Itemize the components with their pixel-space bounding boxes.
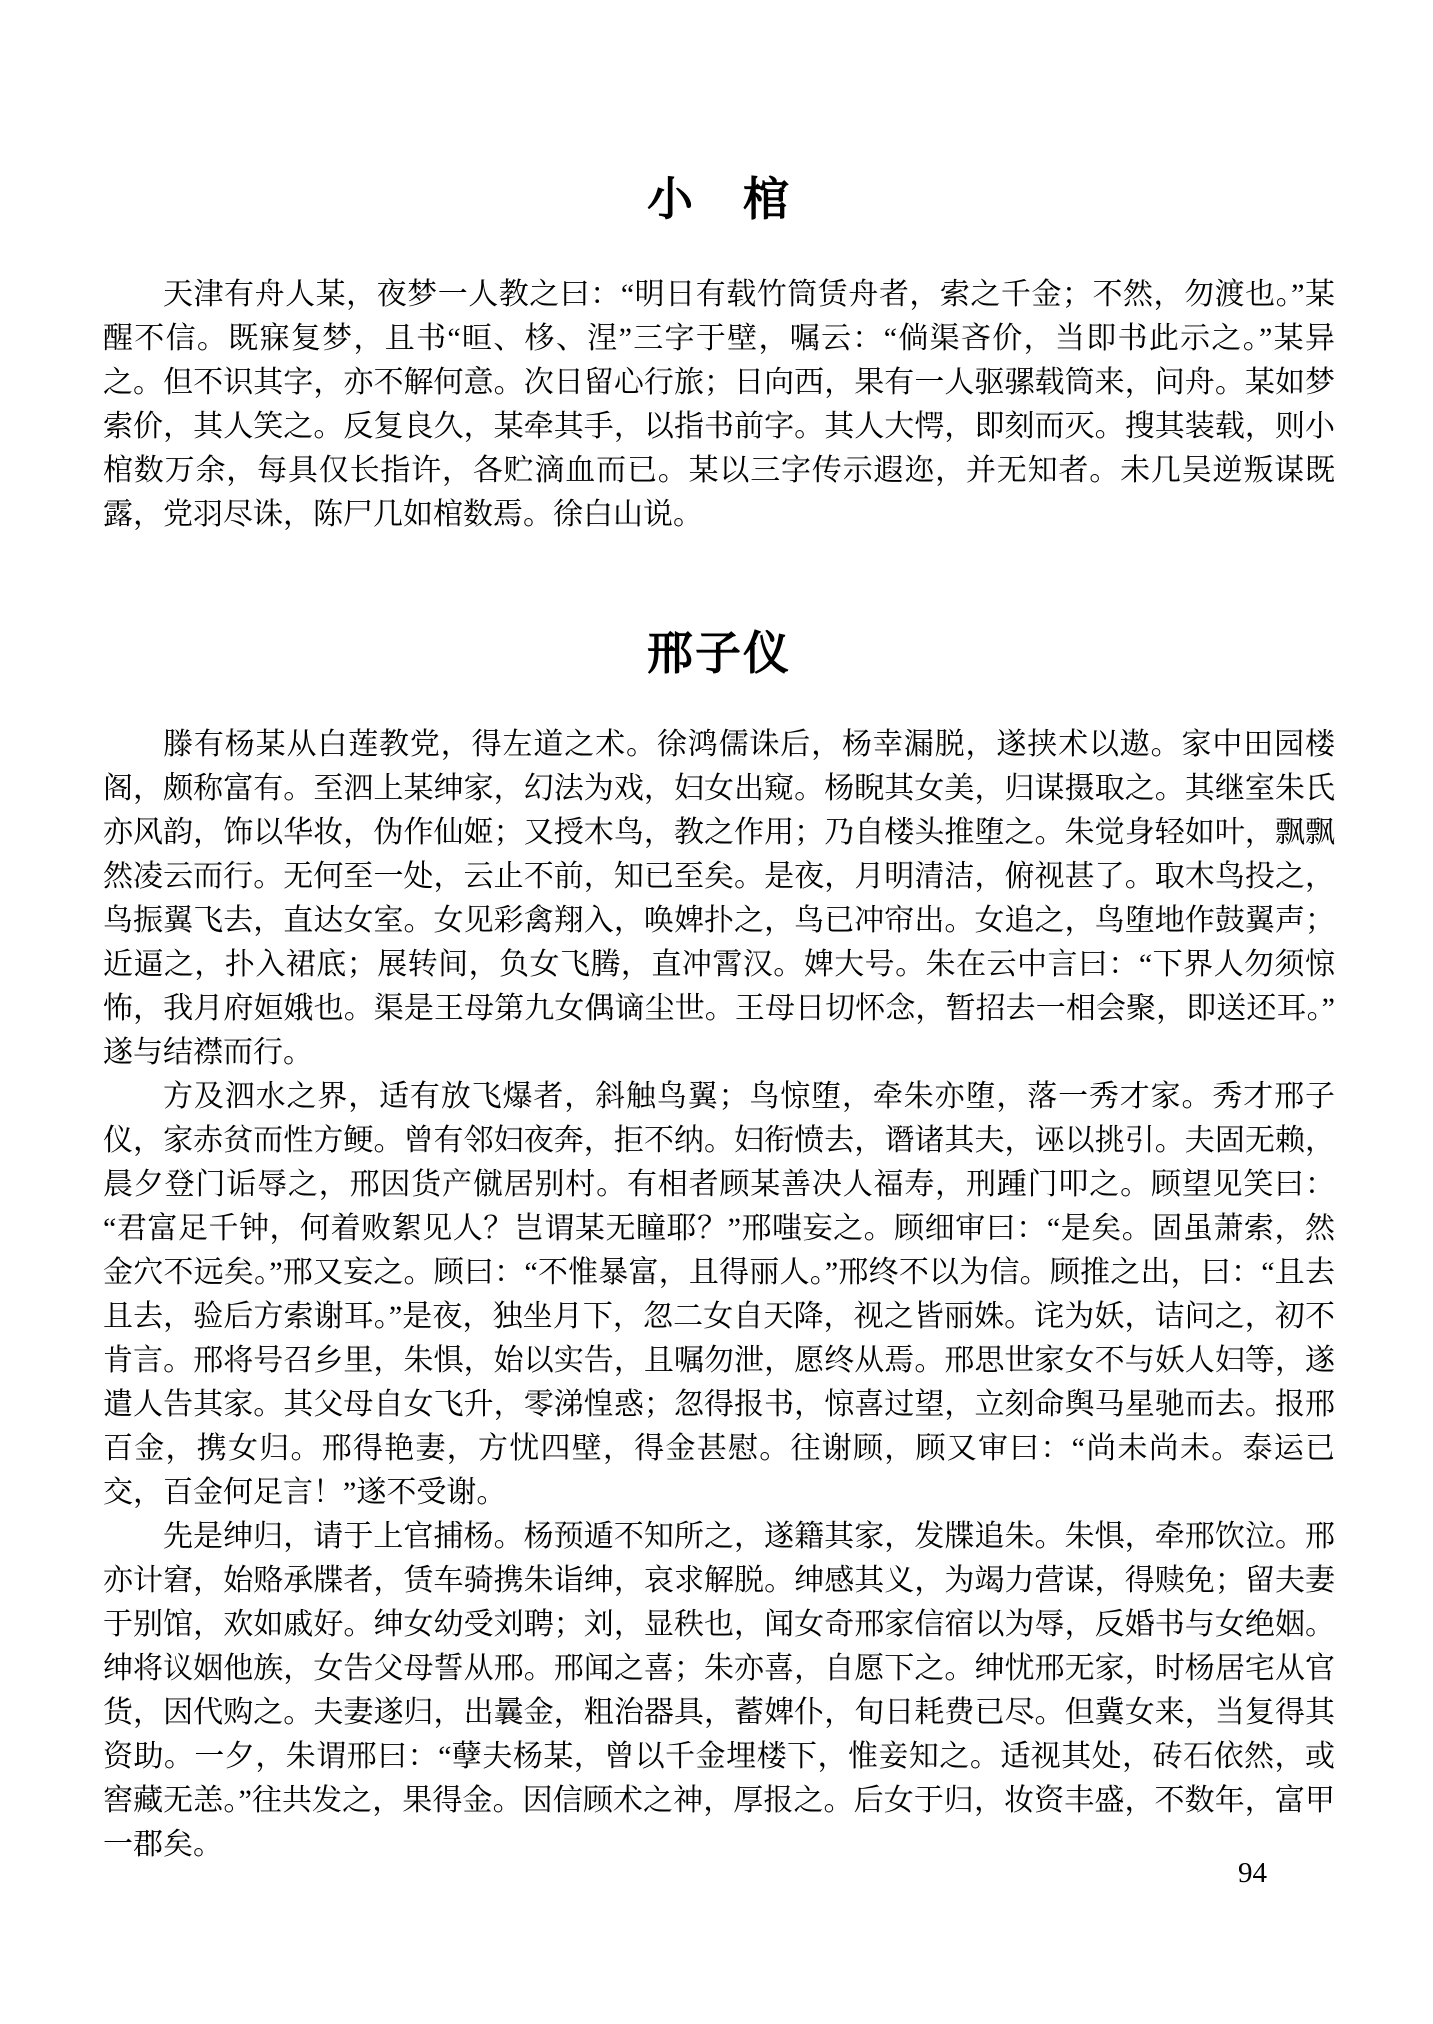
story-title-xingziyi: 邢子仪 <box>647 627 791 679</box>
page-number: 94 <box>1238 1857 1267 1889</box>
story-title-xiaoguan: 小 棺 <box>647 173 791 225</box>
story-paragraph: 天津有舟人某，夜梦一人教之曰：“明日有载竹筒赁舟者，索之千金；不然，勿渡也。”某醒不信。既寐复梦，且书“晅、栘、涅”三字于壁，嘱云：“倘渠吝价，当即书此示之。”某异之。但不识其字，亦不解何意。次日留心行旅；日向西，果有一人驱骡载筒来，问舟。某如梦索价，其人笑之。反复良久，某牵其手，以指书前字。其人大愕，即刻而灭。搜其装载，则小棺数万余，每具仅长指许，各贮滴血而已。某以三字传示遐迩，并无知者。未几吴逆叛谋既露，党羽尽诛，陈尸几如棺数焉。徐白山说。 <box>103 278 1335 531</box>
page-content <box>103 0 1335 1867</box>
story-paragraph: 先是绅归，请于上官捕杨。杨预遁不知所之，遂籍其家，发牒追朱。朱惧，牵邢饮泣。邢亦计窘，始赂承牒者，赁车骑携朱诣绅，哀求解脱。绅感其义，为竭力营谋，得赎免；留夫妻于别馆，欢如戚好。绅女幼受刘聘；刘，显秩也，闻女奇邢家信宿以为辱，反婚书与女绝姻。绅将议姻他族，女告父母誓从邢。邢闻之喜；朱亦喜，自愿下之。绅忧邢无家，时杨居宅从官货，因代购之。夫妻遂归，出曩金，粗治器具，蓄婢仆，旬日耗费已尽。但冀女来，当复得其资助。一夕，朱谓邢曰：“孽夫杨某，曾以千金埋楼下，惟妾知之。适视其处，砖石依然，或窖藏无恙。”往共发之，果得金。因信顾术之神，厚报之。后女于归，妆资丰盛，不数年，富甲一郡矣。 <box>103 1520 1335 1861</box>
story-paragraph: 方及泗水之界，适有放飞爆者，斜触鸟翼；鸟惊堕，牵朱亦堕，落一秀才家。秀才邢子仪，家赤贫而性方鲠。曾有邻妇夜奔，拒不纳。妇衔愤去，谮诸其夫，诬以挑引。夫固无赖，晨夕登门诟辱之，邢因货产僦居别村。有相者顾某善决人福寿，刑踵门叩之。顾望见笑曰：“君富足千钟，何着败絮见人？岂谓某无瞳耶？”邢嗤妄之。顾细审曰：“是矣。固虽萧索，然金穴不远矣。”邢又妄之。顾曰：“不惟暴富，且得丽人。”邢终不以为信。顾推之出，曰：“且去且去，验后方索谢耳。”是夜，独坐月下，忽二女自天降，视之皆丽姝。诧为妖，诘问之，初不肯言。邢将号召乡里，朱惧，始以实告，且嘱勿泄，愿终从焉。邢思世家女不与妖人妇等，遂遣人告其家。其父母自女飞升，零涕惶惑；忽得报书，惊喜过望，立刻命舆马星驰而去。报邢百金，携女归。邢得艳妻，方忧四壁，得金甚慰。往谢顾，顾又审曰：“尚未尚未。泰运已交，百金何足言！”遂不受谢。 <box>103 1080 1335 1509</box>
story-paragraph: 滕有杨某从白莲教党，得左道之术。徐鸿儒诛后，杨幸漏脱，遂挟术以遨。家中田园楼阁，颇称富有。至泗上某绅家，幻法为戏，妇女出窥。杨睨其女美，归谋摄取之。其继室朱氏亦风韵，饰以华妆，伪作仙姬；又授木鸟，教之作用；乃自楼头推堕之。朱觉身轻如叶，飘飘然凌云而行。无何至一处，云止不前，知已至矣。是夜，月明清洁，俯视甚了。取木鸟投之，鸟振翼飞去，直达女室。女见彩禽翔入，唤婢扑之，鸟已冲帘出。女追之，鸟堕地作鼓翼声；近逼之，扑入裙底；展转间，负女飞腾，直冲霄汉。婢大号。朱在云中言曰：“下界人勿须惊怖，我月府姮娥也。渠是王母第九女偶谪尘世。王母日切怀念，暂招去一相会聚，即送还耳。”遂与结襟而行。 <box>103 728 1335 1069</box>
